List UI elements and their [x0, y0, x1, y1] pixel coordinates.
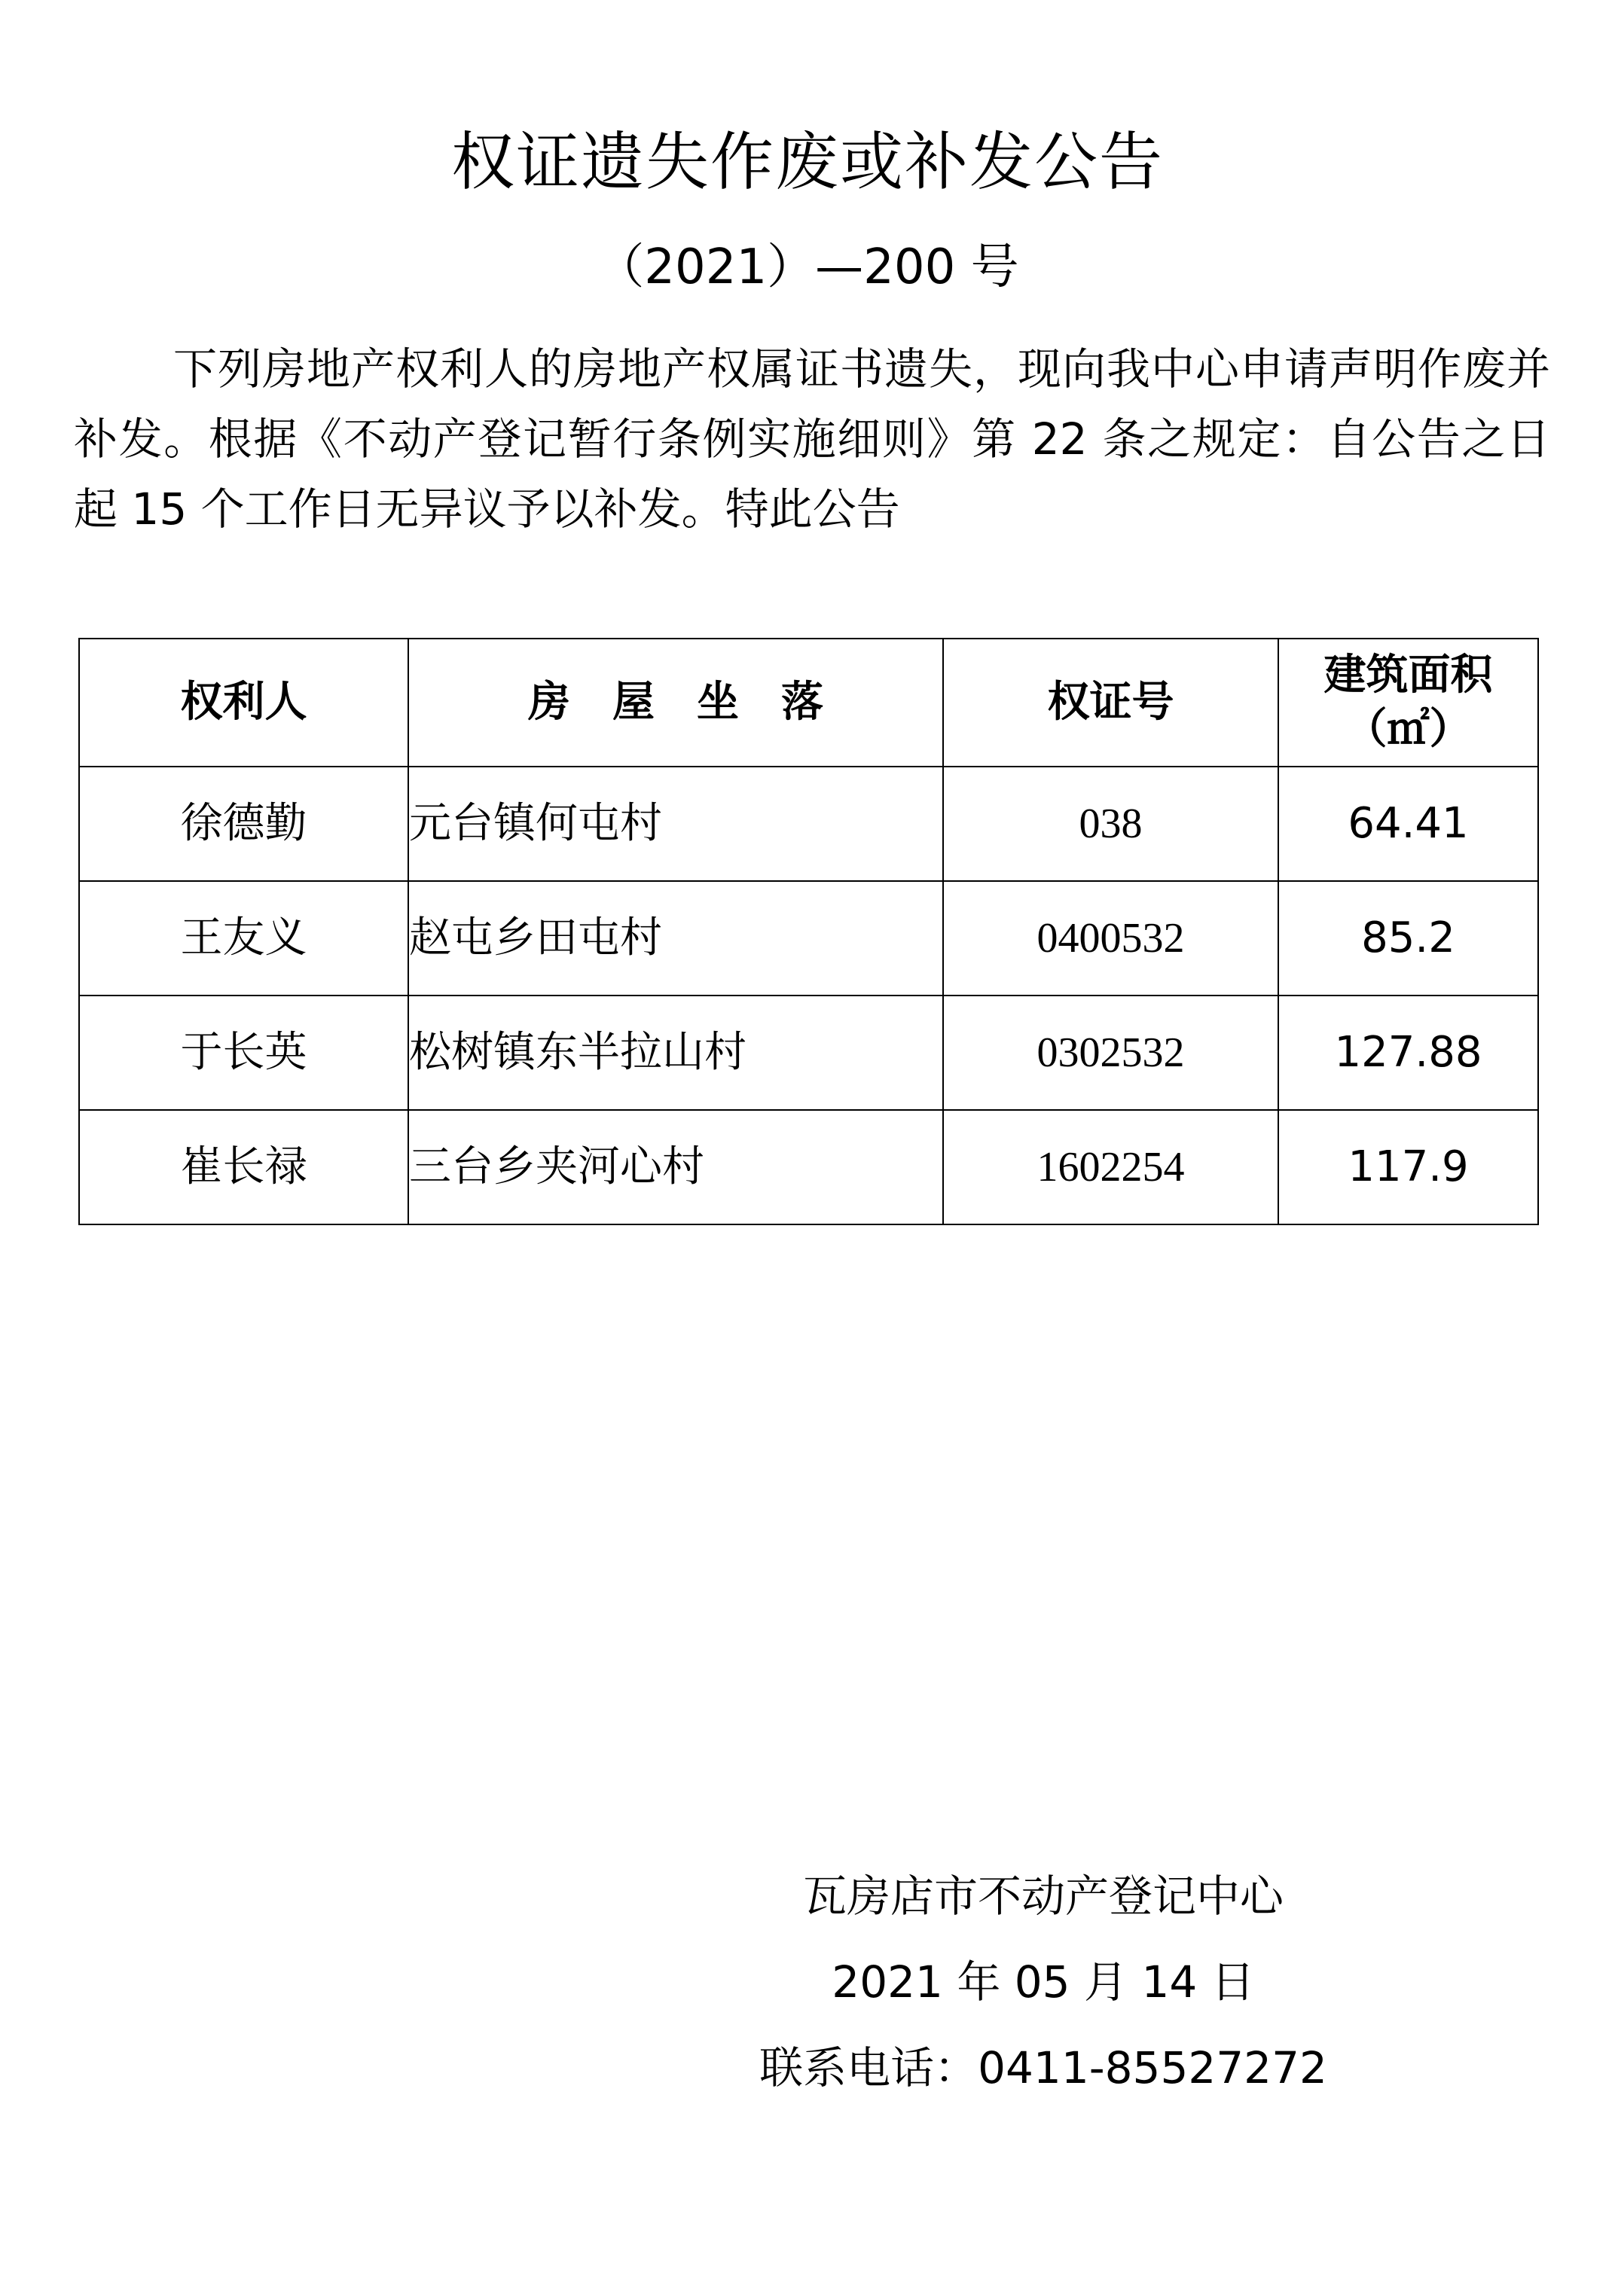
issue-date: 2021 年 05 月 14 日: [832, 1956, 1255, 2008]
cell-cert: 0400532: [943, 881, 1278, 996]
cell-owner: 王友义: [79, 881, 408, 996]
cell-owner: 徐德勤: [79, 767, 408, 881]
issuing-organization: 瓦房店市不动产登记中心: [802, 1871, 1284, 1922]
notice-paragraph: 下列房地产权利人的房地产权属证书遗失，现向我中心申请声明作废并补发。根据《不动产登记暂行条例实施细则》第 22 条之规定：自公告之日起 15 个工作日无异议予以补发。特此公告: [74, 343, 1550, 535]
cell-location: 松树镇东半拉山村: [408, 996, 943, 1110]
header-area-label: 建筑面积: [1323, 651, 1493, 700]
table-row: [79, 1110, 1538, 1224]
table-row: [79, 767, 1538, 881]
cell-cert: 038: [943, 767, 1278, 881]
cell-cert: 1602254: [943, 1110, 1278, 1224]
cell-area: 85.2: [1278, 881, 1538, 996]
cell-area: 117.9: [1278, 1110, 1538, 1224]
page-title: 权证遗失作废或补发公告: [450, 125, 1164, 199]
header-location: 房 屋 坐 落: [408, 639, 943, 767]
header-area-unit: （㎡）: [1345, 705, 1472, 754]
header-owner: 权利人: [79, 639, 408, 767]
notice-body: [74, 334, 1550, 544]
cell-location: 元台镇何屯村: [408, 767, 943, 881]
cell-location: 赵屯乡田屯村: [408, 881, 943, 996]
notice-number: （2021）—200 号: [596, 239, 1019, 295]
table-row: [79, 996, 1538, 1110]
cell-owner: 于长英: [79, 996, 408, 1110]
table-header-row: [79, 639, 1538, 767]
cell-area: 64.41: [1278, 767, 1538, 881]
header-area: [1278, 639, 1538, 767]
table-row: [79, 881, 1538, 996]
contact-phone: 联系电话：0411-85527272: [759, 2042, 1327, 2093]
cell-owner: 崔长禄: [79, 1110, 408, 1224]
cell-location: 三台乡夹河心村: [408, 1110, 943, 1224]
cell-cert: 0302532: [943, 996, 1278, 1110]
header-cert: 权证号: [943, 639, 1278, 767]
records-table: [78, 638, 1539, 1225]
cell-area: 127.88: [1278, 996, 1538, 1110]
